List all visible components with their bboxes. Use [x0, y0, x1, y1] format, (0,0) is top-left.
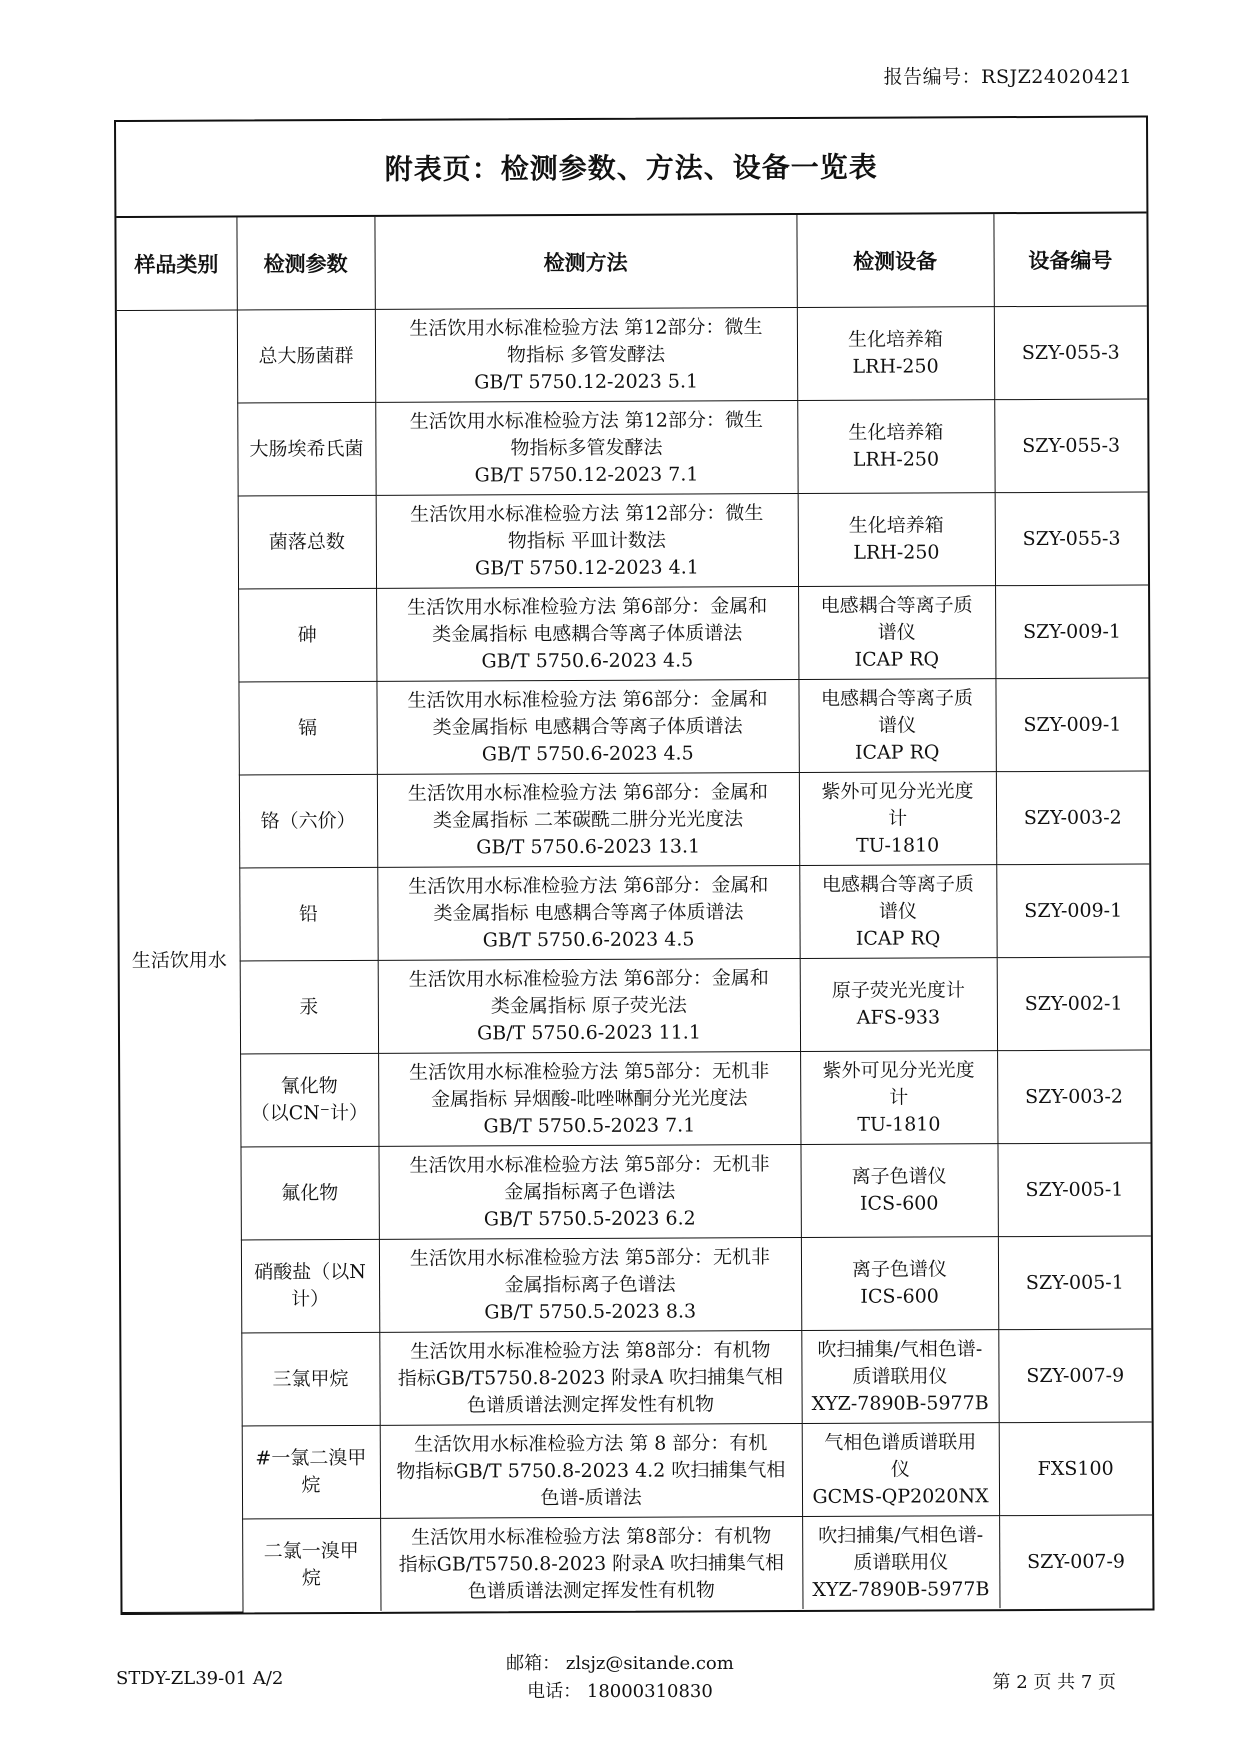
parameter-cell — [238, 681, 376, 775]
method-cell-line: 色谱-质谱法 — [540, 1486, 642, 1509]
equipment-cell-line: 紫外可见分光光度 — [821, 779, 974, 803]
parameter-cell — [239, 774, 377, 868]
method-cell-line: 生活饮用水标准检验方法 第12部分：微生 — [409, 408, 763, 433]
parameter-cell — [241, 1332, 379, 1426]
parameter-cell-line: 铬（六价） — [260, 809, 356, 832]
equipment-cell — [799, 865, 996, 959]
equipment-cell-line: 紫外可见分光光度 — [822, 1058, 975, 1082]
method-cell-line: 类金属指标 二苯碳酰二肼分光光度法 — [432, 807, 744, 832]
method-cell — [376, 494, 798, 589]
parameter-cell-line: 烷 — [301, 1474, 321, 1497]
equipment-cell-line: ICS-600 — [860, 1285, 939, 1308]
page-title: 附表页：检测参数、方法、设备一览表 — [116, 117, 1146, 217]
page-number: 第 2 页 共 7 页 — [992, 1672, 1116, 1693]
table-row — [122, 1515, 1152, 1612]
method-cell-line: 生活饮用水标准检验方法 第5部分：无机非 — [409, 1245, 771, 1270]
equipment-cell — [798, 586, 995, 680]
parameter-cell-line: 大肠埃希氏菌 — [249, 437, 364, 460]
method-cell-line: 指标GB/T5750.8-2023 附录A 吹扫捕集气相 — [397, 1365, 784, 1390]
method-cell-line: GB/T 5750.6-2023 4.5 — [481, 648, 694, 672]
table-row — [121, 1236, 1151, 1333]
method-cell — [377, 773, 799, 868]
method-cell-line: GB/T 5750.5-2023 7.1 — [483, 1113, 696, 1137]
method-cell-line: GB/T 5750.12-2023 7.1 — [474, 462, 699, 486]
parameter-cell — [242, 1425, 380, 1519]
table-row — [117, 306, 1147, 403]
equipment-code-cell: SZY-055-3 — [995, 492, 1148, 586]
parameter-cell-line: 氰化物 — [280, 1075, 338, 1098]
method-cell-line: 生活饮用水标准检验方法 第6部分：金属和 — [407, 780, 769, 805]
method-cell — [376, 587, 798, 682]
equipment-cell-line: 吹扫捕集/气相色谱- — [818, 1523, 984, 1547]
table-row — [117, 399, 1147, 496]
method-cell — [378, 1052, 800, 1147]
parameter-cell — [240, 960, 378, 1054]
equipment-cell-line: ICAP RQ — [854, 647, 940, 671]
document-code: STDY-ZL39-01 A/2 — [116, 1668, 284, 1689]
method-cell-line: 生活饮用水标准检验方法 第6部分：金属和 — [407, 687, 768, 712]
equipment-code-cell: SZY-002-1 — [997, 957, 1150, 1051]
equipment-cell-line: LRH-250 — [852, 448, 940, 471]
method-cell-line: 生活饮用水标准检验方法 第6部分：金属和 — [408, 966, 769, 991]
method-cell-line: 生活饮用水标准检验方法 第6部分：金属和 — [407, 594, 768, 619]
parameter-cell — [238, 495, 376, 589]
report-number: 报告编号：RSJZ24020421 — [883, 66, 1132, 88]
parameter-cell-line: （以CN⁻计） — [250, 1101, 368, 1125]
equipment-cell — [797, 400, 994, 494]
equipment-cell-line: GCMS-QP2020NX — [812, 1484, 989, 1508]
equipment-cell-line: 仪 — [890, 1458, 910, 1481]
parameter-cell-line: #一氯二溴甲 — [255, 1446, 367, 1470]
parameter-cell — [240, 1146, 378, 1240]
equipment-cell-line: 质谱联用仪 — [852, 1364, 948, 1388]
equipment-cell-line: 计 — [889, 1086, 909, 1109]
method-cell-line: 物指标 多管发酵法 — [506, 343, 666, 366]
parameter-cell-line: 氟化物 — [281, 1181, 339, 1204]
equipment-code-cell: SZY-003-2 — [996, 771, 1149, 865]
equipment-cell-line: 计 — [887, 807, 908, 830]
method-cell-line: 生活饮用水标准检验方法 第12部分：微生 — [410, 501, 764, 526]
parameter-cell-line: 硝酸盐（以N — [254, 1260, 366, 1284]
parameter-cell-line: 计） — [291, 1288, 330, 1311]
method-cell — [380, 1424, 802, 1519]
equipment-cell-line: 离子色谱仪 — [851, 1258, 948, 1281]
method-cell-line: GB/T 5750.12-2023 5.1 — [474, 369, 699, 393]
equipment-cell-line: 生化培养箱 — [848, 421, 944, 444]
equipment-cell-line: ICS-600 — [859, 1192, 939, 1215]
parameter-cell — [237, 309, 375, 403]
table-row — [120, 1050, 1150, 1147]
equipment-code-cell: SZY-009-1 — [996, 864, 1149, 958]
table-row — [118, 492, 1148, 589]
equipment-code-cell: SZY-055-3 — [994, 399, 1147, 493]
appendix-table-sheet — [114, 115, 1155, 1614]
equipment-cell-line: LRH-250 — [853, 541, 940, 564]
method-cell-line: 生活饮用水标准检验方法 第5部分：无机非 — [409, 1152, 770, 1177]
equipment-cell-line: ICAP RQ — [854, 740, 940, 764]
method-cell — [378, 1145, 800, 1240]
phone: 电话： 18000310830 — [527, 1681, 713, 1702]
table-row — [119, 864, 1149, 961]
equipment-cell-line: 质谱联用仪 — [853, 1550, 949, 1574]
equipment-code-cell: SZY-003-2 — [997, 1050, 1150, 1144]
parameter-cell — [238, 588, 376, 682]
method-cell-line: 类金属指标 原子荧光法 — [490, 994, 687, 1017]
header-parameter: 检测参数 — [236, 217, 374, 310]
parameter-table — [116, 213, 1152, 1612]
method-cell-line: 生活饮用水标准检验方法 第12部分：微生 — [409, 315, 763, 340]
equipment-cell-line: 电感耦合等离子质 — [821, 872, 974, 896]
equipment-code-cell: SZY-009-1 — [995, 585, 1148, 679]
equipment-cell-line: 生化培养箱 — [847, 328, 944, 351]
table-row — [122, 1422, 1152, 1519]
parameter-cell-line: 三氯甲烷 — [272, 1367, 349, 1390]
equipment-cell-line: AFS-933 — [856, 1006, 941, 1029]
method-cell-line: 金属指标离子色谱法 — [504, 1180, 676, 1203]
method-cell-line: 生活饮用水标准检验方法 第6部分：金属和 — [408, 873, 769, 898]
parameter-cell-line: 汞 — [299, 995, 319, 1018]
method-cell-line: GB/T 5750.6-2023 4.5 — [481, 741, 694, 765]
table-header-row — [116, 213, 1146, 310]
equipment-cell — [800, 1051, 997, 1145]
parameter-cell-line: 镉 — [298, 716, 318, 739]
parameter-cell-line: 砷 — [297, 623, 317, 646]
parameter-cell — [237, 402, 375, 496]
equipment-code-cell: SZY-009-1 — [995, 678, 1148, 772]
equipment-cell-line: 原子荧光光度计 — [831, 979, 965, 1002]
equipment-cell — [800, 1144, 997, 1238]
method-cell-line: GB/T 5750.6-2023 4.5 — [482, 927, 695, 951]
equipment-cell — [802, 1423, 999, 1517]
header-method: 检测方法 — [374, 215, 796, 309]
equipment-cell-line: XYZ-7890B-5977B — [811, 1391, 989, 1415]
method-cell-line: 生活饮用水标准检验方法 第8部分：有机物 — [410, 1338, 771, 1363]
parameter-cell — [240, 1053, 378, 1147]
method-cell — [380, 1517, 802, 1611]
method-cell — [375, 308, 797, 403]
equipment-cell-line: 吹扫捕集/气相色谱- — [817, 1337, 983, 1361]
equipment-cell-line: 电感耦合等离子质 — [820, 593, 973, 617]
method-cell-line: 色谱质谱法测定挥发性有机物 — [467, 1578, 715, 1602]
method-cell — [376, 680, 798, 775]
parameter-cell — [239, 867, 377, 961]
table-row — [121, 1329, 1151, 1426]
table-row — [120, 1143, 1150, 1240]
method-cell-line: 生活饮用水标准检验方法 第5部分：无机非 — [409, 1059, 770, 1084]
method-cell-line: GB/T 5750.5-2023 8.3 — [484, 1299, 697, 1323]
method-cell-line: 金属指标离子色谱法 — [504, 1273, 676, 1296]
equipment-cell — [798, 679, 995, 773]
parameter-cell-line: 烷 — [301, 1567, 321, 1590]
parameter-cell-line: 二氯一溴甲 — [263, 1539, 359, 1563]
method-cell — [379, 1331, 801, 1426]
method-cell-line: 金属指标 异烟酸-吡唑啉酮分光光度法 — [430, 1086, 748, 1111]
equipment-code-cell: SZY-005-1 — [997, 1143, 1150, 1237]
method-cell-line: 生活饮用水标准检验方法 第 8 部分：有机 — [414, 1431, 768, 1456]
equipment-cell — [800, 958, 997, 1052]
equipment-cell — [802, 1516, 999, 1609]
header-sample-category: 样品类别 — [116, 217, 236, 310]
table-row — [119, 771, 1149, 868]
header-equipment-code: 设备编号 — [993, 213, 1146, 306]
method-cell-line: 物指标多管发酵法 — [510, 436, 663, 459]
table-row — [120, 957, 1150, 1054]
method-cell-line: GB/T 5750.5-2023 6.2 — [483, 1206, 696, 1230]
equipment-cell-line: 谱仪 — [878, 900, 918, 923]
equipment-cell — [797, 307, 994, 401]
parameter-cell — [242, 1518, 380, 1611]
method-cell-line: 指标GB/T5750.8-2023 附录A 吹扫捕集气相 — [398, 1551, 784, 1576]
equipment-cell-line: TU-1810 — [857, 1112, 941, 1136]
equipment-code-cell: SZY-007-9 — [998, 1329, 1151, 1423]
method-cell-line: GB/T 5750.6-2023 13.1 — [476, 834, 701, 858]
equipment-cell — [799, 772, 996, 866]
method-cell-line: 类金属指标 电感耦合等离子体质谱法 — [432, 621, 743, 646]
method-cell-line: GB/T 5750.12-2023 4.1 — [474, 555, 699, 579]
table-row — [118, 678, 1148, 775]
method-cell-line: 色谱质谱法测定挥发性有机物 — [467, 1392, 715, 1416]
equipment-cell-line: LRH-250 — [852, 355, 939, 378]
equipment-code-cell: SZY-007-9 — [999, 1515, 1152, 1608]
equipment-cell-line: 离子色谱仪 — [851, 1165, 947, 1188]
equipment-cell — [798, 493, 995, 587]
equipment-cell-line: 气相色谱质谱联用 — [824, 1430, 977, 1454]
table-row — [118, 585, 1148, 682]
equipment-code-cell: FXS100 — [999, 1422, 1152, 1516]
method-cell-line: 类金属指标 电感耦合等离子体质谱法 — [433, 900, 744, 925]
equipment-cell-line: 谱仪 — [877, 621, 916, 644]
equipment-code-cell: SZY-055-3 — [994, 306, 1147, 400]
parameter-cell-line: 总大肠菌群 — [258, 344, 354, 367]
parameter-cell — [241, 1239, 379, 1333]
method-cell — [377, 866, 799, 961]
equipment-cell-line: XYZ-7890B-5977B — [812, 1577, 990, 1601]
header-equipment: 检测设备 — [796, 214, 993, 307]
method-cell-line: 物指标 平皿计数法 — [507, 529, 666, 552]
equipment-cell-line: TU-1810 — [856, 833, 940, 857]
parameter-cell-line: 铅 — [298, 902, 319, 925]
method-cell-line: GB/T 5750.6-2023 11.1 — [477, 1020, 701, 1044]
email: 邮箱： zlsjz@sitande.com — [506, 1653, 734, 1674]
equipment-cell-line: 生化培养箱 — [848, 514, 944, 537]
method-cell — [375, 401, 797, 496]
method-cell-line: 类金属指标 电感耦合等离子体质谱法 — [432, 714, 743, 739]
parameter-cell-line: 菌落总数 — [268, 530, 345, 553]
equipment-code-cell: SZY-005-1 — [998, 1236, 1151, 1330]
sample-category-cell: 生活饮用水 — [117, 310, 243, 1612]
equipment-cell-line: 谱仪 — [878, 714, 917, 737]
equipment-cell-line: 电感耦合等离子质 — [820, 686, 974, 710]
method-cell — [379, 1238, 801, 1333]
equipment-cell — [801, 1330, 998, 1424]
equipment-cell — [801, 1237, 998, 1331]
method-cell-line: 生活饮用水标准检验方法 第8部分：有机物 — [411, 1524, 772, 1549]
method-cell-line: 物指标GB/T 5750.8-2023 4.2 吹扫捕集气相 — [396, 1458, 786, 1483]
method-cell — [378, 959, 800, 1054]
equipment-cell-line: ICAP RQ — [855, 926, 941, 950]
